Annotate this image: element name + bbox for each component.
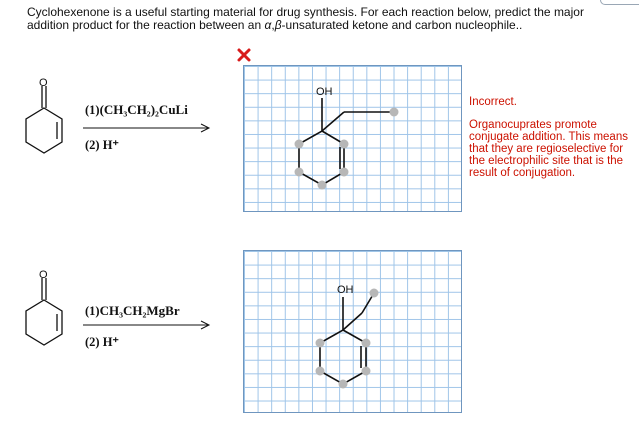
beta-symbol: β: [274, 18, 282, 32]
reagent-step1-r1: (1)(CH₃CH₂)₂CuLi: [85, 102, 188, 117]
atom-handle[interactable]: [339, 380, 348, 389]
cyclohexenone-structure-2: [16, 268, 76, 360]
atom-handle[interactable]: [362, 339, 371, 348]
atom-handle[interactable]: [340, 168, 349, 177]
drawing-canvas-1[interactable]: [243, 65, 462, 212]
reagent-step2-r1: (2) H⁺: [85, 138, 120, 152]
cyclohexenone-structure-1: [16, 78, 76, 170]
atom-handle[interactable]: [362, 367, 371, 376]
question-text: [27, 6, 627, 32]
comma: ,: [271, 18, 275, 32]
reaction-arrow-1: [83, 122, 213, 134]
reagent-step1-r2: (1)CH₃CH₂MgBr: [85, 303, 180, 318]
atom-handle[interactable]: [316, 367, 325, 376]
atom-handle[interactable]: [295, 140, 304, 149]
product-structure-2: [244, 251, 463, 414]
oh-label-1: OH: [316, 86, 333, 98]
feedback-title: Incorrect.: [469, 96, 517, 108]
atom-handle[interactable]: [316, 339, 325, 348]
feedback-body: Organocuprates promote conjugate addition. This means that they are regioselective for the electrophilic site that is the result of conjugation.: [469, 119, 628, 179]
atom-handle[interactable]: [318, 181, 327, 190]
atom-handle[interactable]: [340, 140, 349, 149]
reaction-arrow-2: [83, 319, 213, 331]
oh-label-2: OH: [337, 284, 354, 296]
atom-handle[interactable]: [295, 168, 304, 177]
oxygen-label: O: [39, 269, 48, 281]
atom-handle[interactable]: [370, 289, 379, 298]
oxygen-label: O: [39, 78, 48, 89]
alpha-symbol: α: [264, 18, 272, 32]
question-prefix: Cyclohexenone is a useful starting material for drug synthesis. For each reaction below, predict the major addition product for the reaction between an: [27, 5, 584, 32]
feedback-panel: [469, 96, 629, 179]
drawing-canvas-2[interactable]: [243, 250, 462, 413]
question-suffix: -unsaturated ketone and carbon nucleophile..: [281, 18, 523, 32]
product-structure-1: [244, 66, 463, 213]
top-right-tab: [600, 0, 639, 5]
atom-handle[interactable]: [390, 108, 399, 117]
reagent-step2-r2: (2) H⁺: [85, 335, 120, 349]
red-x-icon: [236, 47, 252, 63]
